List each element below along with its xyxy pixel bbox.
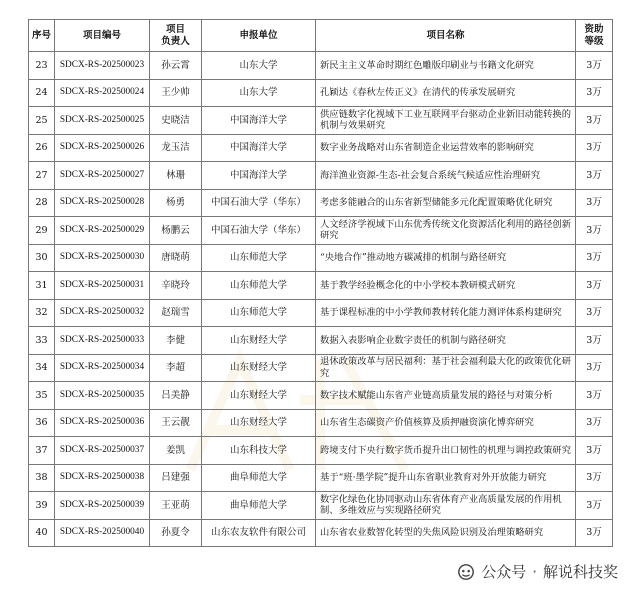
cell-code: SDCX-RS-202500032	[55, 299, 150, 327]
header-no: 序号	[29, 20, 55, 52]
cell-no: 37	[29, 437, 55, 465]
cell-unit: 中国海洋大学	[202, 107, 316, 135]
cell-no: 25	[29, 107, 55, 135]
table-row	[29, 327, 613, 355]
cell-leader: 李健	[150, 327, 202, 355]
cell-grade: 3万	[576, 327, 613, 355]
cell-title: 基于“班·墨学院”提升山东省职业教育对外开放能力研究	[316, 464, 576, 492]
cell-leader: 龙玉洁	[150, 134, 202, 162]
cell-unit: 山东财经大学	[202, 354, 316, 382]
cell-grade: 3万	[576, 107, 613, 135]
cell-grade: 3万	[576, 354, 613, 382]
project-table-container	[28, 19, 612, 547]
cell-unit: 山东财经大学	[202, 382, 316, 410]
header-leader-line2: 负责人	[161, 35, 190, 47]
table-header-row	[29, 20, 613, 52]
cell-title: 跨境支付下央行数字货币提升出口韧性的机理与调控政策研究	[316, 437, 576, 465]
cell-title: 孔颖达《春秋左传正义》在清代的传承发展研究	[316, 79, 576, 107]
cell-leader: 林珊	[150, 162, 202, 190]
cell-grade: 3万	[576, 134, 613, 162]
cell-leader: 姜凯	[150, 437, 202, 465]
cell-grade: 3万	[576, 272, 613, 300]
cell-grade: 3万	[576, 519, 613, 547]
watermark-source: 公众号	[481, 563, 527, 581]
cell-leader: 赵瑞雪	[150, 299, 202, 327]
cell-leader: 王少帅	[150, 79, 202, 107]
table-body	[29, 52, 613, 547]
cell-no: 28	[29, 189, 55, 217]
cell-unit: 曲阜师范大学	[202, 492, 316, 520]
cell-grade: 3万	[576, 217, 613, 245]
cell-title: 新民主主义革命时期红色雕版印刷业与书籍文化研究	[316, 52, 576, 80]
cell-unit: 山东师范大学	[202, 299, 316, 327]
cell-unit: 山东大学	[202, 79, 316, 107]
table-row	[29, 382, 613, 410]
cell-code: SDCX-RS-202500038	[55, 464, 150, 492]
cell-title: 退休政策改革与居民福利：基于社会福利最大化的政策优化研究	[316, 354, 576, 382]
cell-no: 23	[29, 52, 55, 80]
header-code: 项目编号	[55, 20, 150, 52]
cell-unit: 中国海洋大学	[202, 162, 316, 190]
cell-code: SDCX-RS-202500036	[55, 409, 150, 437]
table-row	[29, 354, 613, 382]
cell-leader: 孙夏令	[150, 519, 202, 547]
header-grade-line2: 等级	[584, 35, 604, 47]
cell-code: SDCX-RS-202500034	[55, 354, 150, 382]
cell-title: 基于课程标准的中小学教师教材转化能力测评体系构建研究	[316, 299, 576, 327]
cell-leader: 孙云霄	[150, 52, 202, 80]
cell-title: 供应链数字化视域下工业互联网平台驱动企业新旧动能转换的机制与效果研究	[316, 107, 576, 135]
cell-no: 36	[29, 409, 55, 437]
cell-no: 24	[29, 79, 55, 107]
table-row	[29, 52, 613, 80]
cell-no: 29	[29, 217, 55, 245]
cell-leader: 吕建强	[150, 464, 202, 492]
table-row	[29, 162, 613, 190]
cell-unit: 中国石油大学（华东）	[202, 217, 316, 245]
table-row	[29, 107, 613, 135]
cell-title: 数据入表影响企业数字责任的机制与路径研究	[316, 327, 576, 355]
cell-unit: 山东师范大学	[202, 244, 316, 272]
cell-code: SDCX-RS-202500025	[55, 107, 150, 135]
cell-leader: 李超	[150, 354, 202, 382]
cell-grade: 3万	[576, 189, 613, 217]
table-row	[29, 409, 613, 437]
wechat-watermark	[453, 560, 622, 583]
cell-code: SDCX-RS-202500029	[55, 217, 150, 245]
cell-leader: 王云靓	[150, 409, 202, 437]
cell-no: 39	[29, 492, 55, 520]
cell-code: SDCX-RS-202500023	[55, 52, 150, 80]
cell-code: SDCX-RS-202500035	[55, 382, 150, 410]
cell-leader: 王亚萌	[150, 492, 202, 520]
cell-code: SDCX-RS-202500027	[55, 162, 150, 190]
cell-title: 数字技术赋能山东省产业链高质量发展的路径与对策分析	[316, 382, 576, 410]
table-row	[29, 492, 613, 520]
cell-unit: 中国石油大学（华东）	[202, 189, 316, 217]
table-row	[29, 299, 613, 327]
cell-title: “央地合作”推动地方碳减排的机制与路径研究	[316, 244, 576, 272]
table-row	[29, 244, 613, 272]
cell-no: 33	[29, 327, 55, 355]
cell-title: 海洋渔业资源-生态-社会复合系统气候适应性治理研究	[316, 162, 576, 190]
header-leader-line1: 项目	[165, 23, 185, 35]
cell-title: 人文经济学视域下山东优秀传统文化资源活化利用的路径创新研究	[316, 217, 576, 245]
header-grade-line1: 资助	[584, 23, 604, 35]
cell-code: SDCX-RS-202500026	[55, 134, 150, 162]
cell-code: SDCX-RS-202500031	[55, 272, 150, 300]
table-row	[29, 134, 613, 162]
cell-grade: 3万	[576, 382, 613, 410]
cell-leader: 辛晓玲	[150, 272, 202, 300]
cell-code: SDCX-RS-202500028	[55, 189, 150, 217]
cell-title: 山东省农业数智化转型的失焦风险识别及治理策略研究	[316, 519, 576, 547]
cell-grade: 3万	[576, 409, 613, 437]
cell-title: 基于教学经验概念化的中小学校本教研模式研究	[316, 272, 576, 300]
cell-no: 35	[29, 382, 55, 410]
cell-unit: 山东师范大学	[202, 272, 316, 300]
watermark-account: 解说科技奖	[542, 563, 618, 581]
cell-unit: 山东财经大学	[202, 409, 316, 437]
cell-leader: 杨鹏云	[150, 217, 202, 245]
table-row	[29, 519, 613, 547]
table-row	[29, 217, 613, 245]
cell-grade: 3万	[576, 492, 613, 520]
cell-unit: 山东财经大学	[202, 327, 316, 355]
table-row	[29, 79, 613, 107]
table-row	[29, 189, 613, 217]
header-unit: 申报单位	[202, 20, 316, 52]
table-row	[29, 272, 613, 300]
cell-title: 考虑多能融合的山东省新型储能多元化配置策略优化研究	[316, 189, 576, 217]
cell-title: 数字业务战略对山东省制造企业运营效率的影响研究	[316, 134, 576, 162]
cell-no: 31	[29, 272, 55, 300]
cell-title: 山东省生态碳资产价值核算及质押融资演化博弈研究	[316, 409, 576, 437]
cell-grade: 3万	[576, 162, 613, 190]
cell-no: 40	[29, 519, 55, 547]
cell-no: 38	[29, 464, 55, 492]
cell-code: SDCX-RS-202500030	[55, 244, 150, 272]
table-row	[29, 464, 613, 492]
cell-title: 数字化绿色化协同驱动山东省体育产业高质量发展的作用机制、多维效应与实现路径研究	[316, 492, 576, 520]
cell-leader: 吕美静	[150, 382, 202, 410]
cell-unit: 中国海洋大学	[202, 134, 316, 162]
header-grade	[576, 20, 613, 52]
funded-projects-table	[28, 19, 613, 547]
cell-grade: 3万	[576, 79, 613, 107]
table-row	[29, 437, 613, 465]
cell-grade: 3万	[576, 464, 613, 492]
cell-no: 34	[29, 354, 55, 382]
cell-grade: 3万	[576, 52, 613, 80]
wechat-official-account-icon	[457, 563, 475, 581]
cell-grade: 3万	[576, 437, 613, 465]
cell-code: SDCX-RS-202500039	[55, 492, 150, 520]
cell-code: SDCX-RS-202500033	[55, 327, 150, 355]
cell-unit: 山东科技大学	[202, 437, 316, 465]
header-title: 项目名称	[316, 20, 576, 52]
cell-leader: 杨勇	[150, 189, 202, 217]
watermark-separator: ·	[532, 562, 537, 581]
header-leader	[150, 20, 202, 52]
cell-leader: 唐晓萌	[150, 244, 202, 272]
cell-no: 26	[29, 134, 55, 162]
cell-grade: 3万	[576, 244, 613, 272]
cell-unit: 山东农友软件有限公司	[202, 519, 316, 547]
cell-unit: 曲阜师范大学	[202, 464, 316, 492]
cell-code: SDCX-RS-202500037	[55, 437, 150, 465]
cell-unit: 山东大学	[202, 52, 316, 80]
cell-grade: 3万	[576, 299, 613, 327]
cell-code: SDCX-RS-202500040	[55, 519, 150, 547]
cell-no: 30	[29, 244, 55, 272]
cell-no: 32	[29, 299, 55, 327]
cell-code: SDCX-RS-202500024	[55, 79, 150, 107]
cell-no: 27	[29, 162, 55, 190]
cell-leader: 史晓洁	[150, 107, 202, 135]
